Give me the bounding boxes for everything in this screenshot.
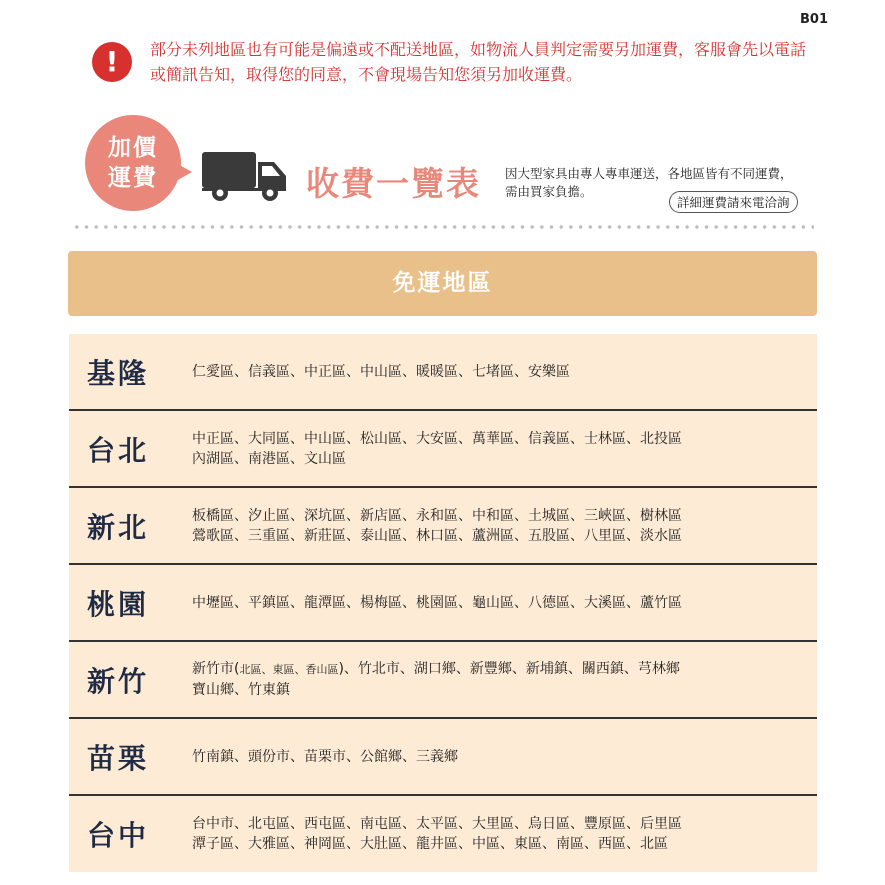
district-list — [192, 814, 682, 854]
district-line: 台中市、北屯區、西屯區、南屯區、太平區、大里區、烏日區、豐原區、后里區 — [192, 816, 682, 832]
description: 因大型家具由專人專車運送，各地區皆有不同運費，需由買家負擔。 — [505, 166, 793, 199]
badge-tail — [176, 163, 192, 181]
district-line: 中正區、大同區、中山區、松山區、大安區、萬華區、信義區、士林區、北投區 — [192, 430, 682, 447]
city-name: 台中 — [87, 819, 150, 852]
district-list — [192, 593, 682, 613]
district-line: 潭子區、大雅區、神岡區、大肚區、龍井區、中區、東區、南區、西區、北區 — [192, 836, 668, 852]
district-text: )、竹北市、湖口鄉、新豐鄉、新埔鎮、關西鎮、芎林鄉 — [338, 661, 680, 677]
district-line: 鶯歌區、三重區、新莊區、泰山區、林口區、蘆洲區、五股區、八里區、淡水區 — [192, 527, 682, 544]
page-title: 收費一覽表 — [306, 164, 481, 203]
district-line: 中壢區、平鎮區、龍潭區、楊梅區、桃園區、龜山區、八德區、大溪區、蘆竹區 — [192, 594, 682, 611]
district-text: 新竹市( — [192, 661, 240, 677]
district-line: 竹南鎮、頭份市、苗栗市、公館鄉、三義鄉 — [192, 748, 458, 765]
district-list — [192, 429, 682, 469]
section-banner: 免運地區 — [68, 251, 817, 316]
city-name: 新竹 — [87, 664, 150, 698]
region-row — [69, 796, 817, 872]
district-line: 板橋區、汐止區、深坑區、新店區、永和區、中和區、土城區、三峽區、樹林區 — [192, 507, 682, 524]
contact-note: 詳細運費請來電洽詢 — [669, 191, 798, 213]
district-list — [192, 506, 682, 546]
dotted-divider — [72, 225, 814, 229]
document-code: B01 — [800, 12, 828, 27]
city-name: 基隆 — [87, 356, 150, 390]
region-table — [69, 334, 817, 872]
badge-line-2: 運費 — [108, 165, 158, 191]
region-row — [69, 565, 817, 642]
region-row — [69, 334, 817, 411]
region-row — [69, 411, 817, 488]
truck-icon — [200, 148, 290, 204]
district-line — [192, 659, 680, 680]
city-name: 新北 — [87, 510, 150, 544]
district-line: 內湖區、南港區、文山區 — [192, 450, 346, 467]
district-line: 寶山鄉、竹東鎮 — [192, 682, 290, 698]
region-row — [69, 719, 817, 796]
badge-line-1: 加價 — [108, 135, 158, 161]
city-name: 苗栗 — [87, 741, 150, 775]
district-list — [192, 362, 570, 382]
alert-icon: ! — [92, 42, 132, 82]
district-list — [192, 659, 680, 700]
region-row — [69, 642, 817, 719]
notice-text: 部分未列地區也有可能是偏遠或不配送地區，如物流人員判定需要另加運費，客服會先以電話或簡訊告知，取得您的同意，不會現場告知您須另加收運費。 — [150, 40, 807, 84]
district-subtext: 北區、東區、香山區 — [239, 663, 339, 676]
region-row — [69, 488, 817, 565]
notice — [92, 37, 832, 87]
city-name: 台北 — [87, 433, 150, 467]
district-list — [192, 747, 458, 767]
district-line: 仁愛區、信義區、中正區、中山區、暖暖區、七堵區、安樂區 — [192, 363, 570, 380]
city-name: 桃園 — [87, 587, 150, 621]
extra-fee-badge — [85, 115, 181, 211]
